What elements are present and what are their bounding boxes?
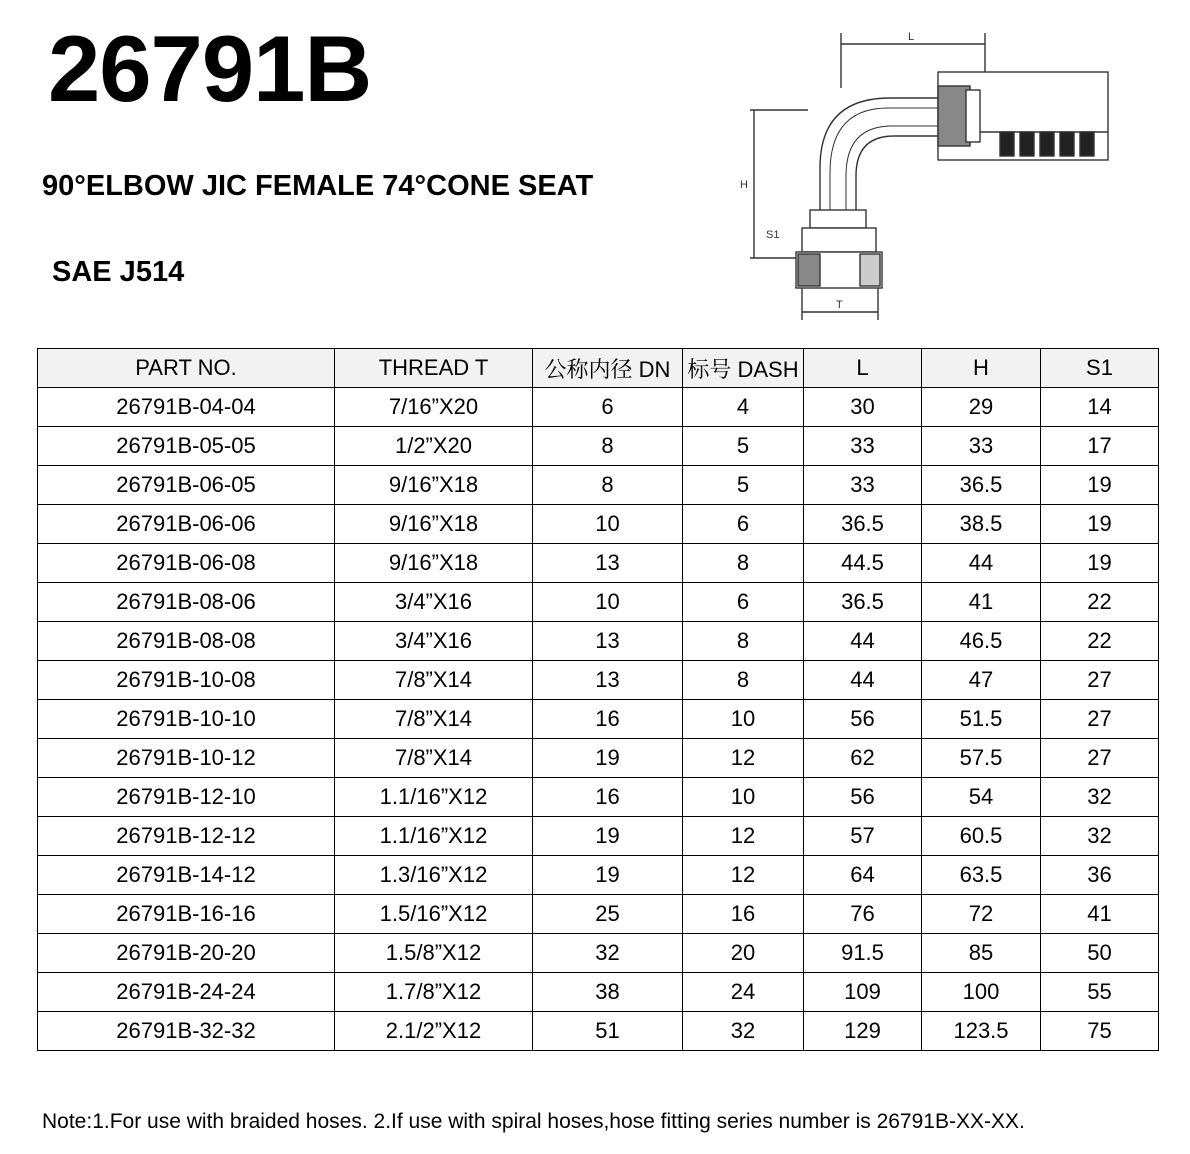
cell-dn: 19 xyxy=(533,856,683,895)
cell-thread: 9/16”X18 xyxy=(335,505,533,544)
cell-l: 30 xyxy=(804,388,922,427)
cell-dn: 10 xyxy=(533,583,683,622)
cell-part-no: 26791B-05-05 xyxy=(38,427,335,466)
cell-s1: 55 xyxy=(1041,973,1159,1012)
cell-dn: 19 xyxy=(533,739,683,778)
col-header-l: L xyxy=(804,349,922,388)
cell-h: 46.5 xyxy=(922,622,1041,661)
cell-h: 57.5 xyxy=(922,739,1041,778)
cell-dn: 16 xyxy=(533,700,683,739)
cell-part-no: 26791B-12-10 xyxy=(38,778,335,817)
table-row xyxy=(38,700,1159,739)
cell-part-no: 26791B-24-24 xyxy=(38,973,335,1012)
cell-dn: 32 xyxy=(533,934,683,973)
cell-s1: 27 xyxy=(1041,700,1159,739)
cell-l: 44 xyxy=(804,661,922,700)
table-row xyxy=(38,622,1159,661)
standard-label: SAE J514 xyxy=(52,256,185,288)
cell-part-no: 26791B-06-06 xyxy=(38,505,335,544)
col-header-dn: 公称内径 DN xyxy=(533,349,683,388)
table-row xyxy=(38,427,1159,466)
cell-h: 63.5 xyxy=(922,856,1041,895)
cell-l: 64 xyxy=(804,856,922,895)
table-row xyxy=(38,1012,1159,1051)
cell-dn: 25 xyxy=(533,895,683,934)
cell-dash: 8 xyxy=(683,544,804,583)
cell-thread: 1.1/16”X12 xyxy=(335,817,533,856)
cell-h: 38.5 xyxy=(922,505,1041,544)
footnote: Note:1.For use with braided hoses. 2.If use with spiral hoses,hose fitting series number is 26791B-XX-XX. xyxy=(42,1110,1025,1133)
spec-table xyxy=(37,348,1159,1051)
table-row xyxy=(38,778,1159,817)
cell-thread: 7/16”X20 xyxy=(335,388,533,427)
cell-s1: 19 xyxy=(1041,505,1159,544)
cell-thread: 1.7/8”X12 xyxy=(335,973,533,1012)
cell-thread: 7/8”X14 xyxy=(335,661,533,700)
cell-h: 33 xyxy=(922,427,1041,466)
cell-l: 33 xyxy=(804,466,922,505)
cell-dn: 16 xyxy=(533,778,683,817)
cell-part-no: 26791B-20-20 xyxy=(38,934,335,973)
cell-h: 44 xyxy=(922,544,1041,583)
cell-h: 47 xyxy=(922,661,1041,700)
cell-l: 56 xyxy=(804,778,922,817)
col-header-thread: THREAD T xyxy=(335,349,533,388)
cell-h: 60.5 xyxy=(922,817,1041,856)
dimension-t-label: T xyxy=(836,299,843,311)
cell-thread: 1.1/16”X12 xyxy=(335,778,533,817)
table-row xyxy=(38,973,1159,1012)
table-row xyxy=(38,817,1159,856)
cell-s1: 27 xyxy=(1041,739,1159,778)
cell-dn: 6 xyxy=(533,388,683,427)
cell-thread: 9/16”X18 xyxy=(335,466,533,505)
cell-s1: 32 xyxy=(1041,817,1159,856)
cell-h: 41 xyxy=(922,583,1041,622)
cell-thread: 9/16”X18 xyxy=(335,544,533,583)
cell-h: 51.5 xyxy=(922,700,1041,739)
cell-part-no: 26791B-04-04 xyxy=(38,388,335,427)
product-subtitle: 90°ELBOW JIC FEMALE 74°CONE SEAT xyxy=(42,170,594,202)
table-row xyxy=(38,544,1159,583)
cell-dash: 4 xyxy=(683,388,804,427)
cell-l: 33 xyxy=(804,427,922,466)
cell-part-no: 26791B-06-05 xyxy=(38,466,335,505)
cell-s1: 50 xyxy=(1041,934,1159,973)
cell-l: 44 xyxy=(804,622,922,661)
product-title: 26791B xyxy=(48,16,372,121)
cell-dn: 10 xyxy=(533,505,683,544)
cell-h: 72 xyxy=(922,895,1041,934)
cell-dash: 8 xyxy=(683,661,804,700)
cell-dn: 13 xyxy=(533,661,683,700)
cell-part-no: 26791B-10-10 xyxy=(38,700,335,739)
cell-part-no: 26791B-10-08 xyxy=(38,661,335,700)
cell-s1: 22 xyxy=(1041,622,1159,661)
table-row xyxy=(38,661,1159,700)
cell-dn: 13 xyxy=(533,544,683,583)
cell-dash: 6 xyxy=(683,583,804,622)
cell-s1: 41 xyxy=(1041,895,1159,934)
table-row xyxy=(38,505,1159,544)
cell-h: 36.5 xyxy=(922,466,1041,505)
cell-s1: 75 xyxy=(1041,1012,1159,1051)
cell-dash: 6 xyxy=(683,505,804,544)
cell-s1: 36 xyxy=(1041,856,1159,895)
cell-dn: 8 xyxy=(533,466,683,505)
cell-dash: 12 xyxy=(683,817,804,856)
cell-dash: 16 xyxy=(683,895,804,934)
col-header-part-no: PART NO. xyxy=(38,349,335,388)
cell-part-no: 26791B-10-12 xyxy=(38,739,335,778)
cell-thread: 3/4”X16 xyxy=(335,622,533,661)
cell-part-no: 26791B-12-12 xyxy=(38,817,335,856)
cell-part-no: 26791B-16-16 xyxy=(38,895,335,934)
table-row xyxy=(38,856,1159,895)
cell-thread: 7/8”X14 xyxy=(335,700,533,739)
cell-l: 44.5 xyxy=(804,544,922,583)
table-header-row xyxy=(38,349,1159,388)
cell-dash: 10 xyxy=(683,700,804,739)
cell-h: 29 xyxy=(922,388,1041,427)
table-row xyxy=(38,583,1159,622)
cell-thread: 1.5/16”X12 xyxy=(335,895,533,934)
table-row xyxy=(38,388,1159,427)
cell-s1: 32 xyxy=(1041,778,1159,817)
cell-s1: 17 xyxy=(1041,427,1159,466)
cell-part-no: 26791B-32-32 xyxy=(38,1012,335,1051)
cell-dash: 8 xyxy=(683,622,804,661)
cell-dash: 12 xyxy=(683,739,804,778)
cell-h: 123.5 xyxy=(922,1012,1041,1051)
table-row xyxy=(38,934,1159,973)
fitting-drawing xyxy=(738,28,1118,328)
table-row xyxy=(38,895,1159,934)
cell-l: 76 xyxy=(804,895,922,934)
cell-s1: 19 xyxy=(1041,544,1159,583)
cell-s1: 19 xyxy=(1041,466,1159,505)
cell-h: 85 xyxy=(922,934,1041,973)
cell-s1: 22 xyxy=(1041,583,1159,622)
cell-l: 91.5 xyxy=(804,934,922,973)
cell-l: 57 xyxy=(804,817,922,856)
cell-h: 54 xyxy=(922,778,1041,817)
cell-part-no: 26791B-06-08 xyxy=(38,544,335,583)
cell-l: 109 xyxy=(804,973,922,1012)
cell-dash: 20 xyxy=(683,934,804,973)
cell-l: 129 xyxy=(804,1012,922,1051)
cell-dash: 5 xyxy=(683,427,804,466)
cell-dash: 5 xyxy=(683,466,804,505)
cell-thread: 1/2”X20 xyxy=(335,427,533,466)
cell-dn: 13 xyxy=(533,622,683,661)
cell-dash: 10 xyxy=(683,778,804,817)
dimension-l-label: L xyxy=(908,31,915,43)
cell-h: 100 xyxy=(922,973,1041,1012)
cell-dash: 32 xyxy=(683,1012,804,1051)
cell-part-no: 26791B-08-08 xyxy=(38,622,335,661)
dimension-s1-label: S1 xyxy=(766,229,780,241)
cell-dn: 38 xyxy=(533,973,683,1012)
cell-dash: 24 xyxy=(683,973,804,1012)
cell-thread: 1.3/16”X12 xyxy=(335,856,533,895)
cell-thread: 7/8”X14 xyxy=(335,739,533,778)
cell-part-no: 26791B-08-06 xyxy=(38,583,335,622)
cell-part-no: 26791B-14-12 xyxy=(38,856,335,895)
cell-thread: 3/4”X16 xyxy=(335,583,533,622)
cell-dn: 8 xyxy=(533,427,683,466)
cell-dash: 12 xyxy=(683,856,804,895)
cell-l: 36.5 xyxy=(804,505,922,544)
col-header-dash: 标号 DASH xyxy=(683,349,804,388)
cell-s1: 27 xyxy=(1041,661,1159,700)
dimension-h-label: H xyxy=(740,179,748,191)
cell-l: 36.5 xyxy=(804,583,922,622)
cell-dn: 51 xyxy=(533,1012,683,1051)
col-header-h: H xyxy=(922,349,1041,388)
table-row xyxy=(38,466,1159,505)
cell-thread: 1.5/8”X12 xyxy=(335,934,533,973)
cell-s1: 14 xyxy=(1041,388,1159,427)
cell-l: 62 xyxy=(804,739,922,778)
cell-thread: 2.1/2”X12 xyxy=(335,1012,533,1051)
cell-dn: 19 xyxy=(533,817,683,856)
cell-l: 56 xyxy=(804,700,922,739)
col-header-s1: S1 xyxy=(1041,349,1159,388)
table-row xyxy=(38,739,1159,778)
